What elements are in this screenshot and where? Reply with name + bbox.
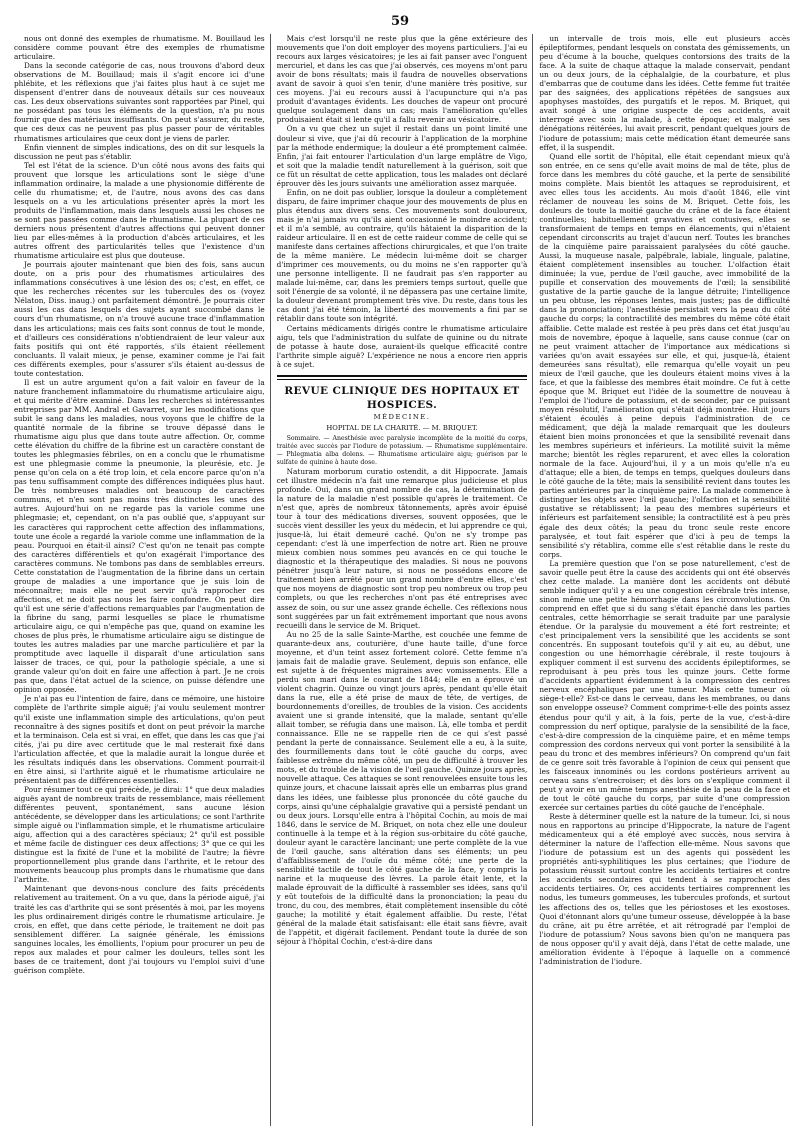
paragraph: un intervalle de trois mois, elle eut plusieurs accès épileptiformes, pendant lesquels on constata des gémissements, un peu d'écume à la bouche, quelques contorsions des traits de la face. A la suite de chaque attaque la malade conservait, pendant un ou deux jours, de la céphalalgie, de la courbature, et plus d'embarras que de coutume dans les idées. Cette femme fut traitée par des saignées, des applications répétées de sangsues aux apophyses mastoïdes, des purgatifs et le repos. M. Briquet, qui avait songé à une origine suspecte de ces accidents, avait interrogé avec soin la malade, à cette époque; et malgré ses dénégations réitérées, lui avait prescrit, pendant quelques jours de l'iodure de potassium; mais cette médication étant demeurée sans effet, il la suspendit. (539, 34, 791, 152)
paragraph: Tel est l'état de la science. D'un côté nous avons des faits qui prouvent que lorsque les articulations sont le siège d'une inflammation ordinaire, la malade a une physionomie différente de celle du rhumatisme; et, de l'autre, nous avons des cas dans lesquels on a vu les articulations présenter après la mort les produits de l'inflammation, mais dans lesquels aussi les choses ne se sont pas passées comme dans le rhumatisme. La plupart de ces derniers nous présentent d'autres affections qui peuvent donner lieu par elles-mêmes à la production d'abcès articulaires, et les autres offrent des particularités telles que l'existence d'un rhumatisme articulaire est plus que douteuse. (14, 160, 265, 261)
paragraph: Dans la seconde catégorie de cas, nous trouvons d'abord deux observations de M. Bouillaud; mais il s'agit encore ici d'une phlébite, et les réflexions que j'ai faites plus haut à ce sujet me dispensent d'entrer dans de nouveaux détails sur ces nouveaux cas. Les deux observations suivantes sont rapportées par Pinel, qui ne possédant pas tous les éléments de la question, n'a pu nous fournir que des matériaux insuffisants. On peut s'assurer, du reste, que ces deux cas ne peuvent pas plus passer pour de véritables rhumatismes articulaires que ceux dont je viens de parler. (14, 61, 265, 143)
paragraph: Maintenant que devons-nous conclure des faits précédents relativement au traitement. On a vu que, dans la période aiguë, j'ai traité les cas d'arthrite qui se sont présentés à moi, par les moyens les plus ordinairement dirigés contre le rhumatisme articulaire. Je crois, en effet, que dans cette période, le traitement ne doit pas sensiblement différer. La saignée générale, les émissions sanguines locales, les émollients, l'opium pour procurer un peu de repos aux malades et pour calmer les douleurs, telles sont les bases de ce traitement, dont j'ai toujours vu l'emploi suivi d'une guérison complète. (14, 884, 265, 975)
column-right-text (539, 34, 790, 1126)
article-columns (14, 34, 790, 1126)
column-left-text (14, 34, 265, 1126)
column-right (539, 34, 790, 1126)
paragraph: Pour résumer tout ce qui précède, je dirai: 1° que deux maladies aiguës ayant de nombreux traits de ressemblance, mais réellement différentes peuvent, spontanément, sans aucune lésion antécédente, se développer dans les articulations; ce sont l'arthrite simple aiguë ou l'inflammation simple, et le rhumatisme articulaire aigu, affection qui a des caractères spéciaux; 2° qu'il est possible et même facile de distinguer ces deux affections; 3° que ce qui les distingue est la fixité de l'une et la mobilité de l'autre; la fièvre proportionnellement plus grande dans l'arthrite, et le retour des mouvements beaucoup plus prompts dans le rhumatisme que dans l'arthrite. (14, 784, 265, 885)
paragraph: Certains médicaments dirigés contre le rhumatisme articulaire aigu, tels que l'administration du sulfate de quinine ou du nitrate de potasse à haute dose, auraient-ils quelque efficacité contre l'arthrite simple aiguë? L'expérience ne nous a encore rien appris à ce sujet. (276, 323, 528, 369)
paragraph: Je n'ai pas eu l'intention de faire, dans ce mémoire, une histoire complète de l'arthrite simple aiguë; j'ai voulu seulement montrer qu'il existe une inflammation simple des articulations, qu'on peut reconnaître à des signes positifs et dont on peut prévoir la marche et la terminaison. Cela est si vrai, en effet, que dans les cas que j'ai cités, j'ai pu dire avec certitude que le mal resterait fixé dans l'articulation affectée, et que la maladie aurait la longue durée et les résultats indiqués dans les observations. Comment pourrait-il en être ainsi, si l'arthrite aiguë et le rhumatisme articulaire ne présentaient pas de différences essentielles. (14, 694, 265, 785)
section-subheading: MÉDECINE. (373, 412, 431, 421)
paragraph: On a vu que chez un sujet il restait dans un point limité une douleur si vive, que j'ai dû recourir à l'application de la morphine par la méthode endermique; la douleur a été promptement calmée. Enfin, j'ai fait entourer l'articulation d'un large emplâtre de Vigo, et soit que la maladie tendît naturellement à la guérison, soit que ce fût un résultat de cette application, tous les malades ont déclaré éprouver dès les jours suivants une amélioration assez marquée. (276, 124, 528, 188)
paragraph: Reste à déterminer quelle est la nature de la tumeur. Ici, si nous nous en rapportons au principe d'Hippocrate, la nature de l'agent médicamenteux qui a été employé avec succès, nous servira à déterminer la nature de l'affection elle-même. Nous savons que l'iodure de potassium est un des agents qui possèdent les propriétés anti-syphilitiques les plus certaines; que l'iodure de potassium réussit surtout contre les accidents tertiaires et contre les accidents secondaires qui tendent à se rapprocher des accidents tertiaires. Or, ces accidents tertiaires comprennent les nodus, les tumeurs gommeuses, les tubercules profonds, et surtout les affections des os, telles que les périostoses et les exostoses. Quoi d'étonnant alors qu'une tumeur osseuse, développée à la base du crâne, ait pu être arrêtée, et ait rétrogradé par l'emploi de l'iodure de potassium? Nous savons bien qu'on ne manquera pas de nous opposer qu'il y avait déjà, dans l'état de cette malade, une amélioration évidente à l'époque à laquelle on a commencé l'administration de l'iodure. (539, 812, 791, 966)
paragraph: Je pourrais ajouter maintenant que bien des fois, sans aucun doute, on a pris pour des rhumatismes articulaires des inflammations consécutives à une lésion des os; c'est, en effet, ce que les recherches récentes sur les tubercules des os (voyez Nélaton, Diss. inaug.) ont parfaitement démontré. Je pourrais citer aussi les cas dans lesquels des sujets ayant succombé dans le cours d'un rhumatisme, on n'a trouvé aucune trace d'inflammation dans les articulations; mais ces faits sont connus de tout le monde, et d'ailleurs ces considérations n'obtiendraient de leur valeur aux faits positifs qui ont été rapportés, s'ils étaient réellement concluants. Il valait mieux, je pense, examiner comme je l'ai fait ces différents exemples, pour s'assurer s'ils étaient au-dessus de toute contestation. (14, 260, 265, 378)
paragraph: La première question que l'on se pose naturellement, c'est de savoir quelle peut être la cause des accidents qui ont été observés chez cette malade. La manière dont les accidents ont débuté semble indiquer qu'il y a eu une congestion cérébrale très intense, sinon même une petite hémorrhagie dans les circonvolutions. On comprend en effet que si du sang s'était épanché dans les parties centrales, cette hémorrhagie se serait traduite par une paralysie étendue. Or la paralysie du mouvement a été fort restreinte; et c'est principalement vers la sensibilité que les accidents se sont concentrés. En supposant toutefois qu'il y ait eu, au début, une congestion ou une hémorrhagie cérébrale, il reste toujours à expliquer comment il est survenu des accidents épileptiformes, se reproduisant à peu près tous les quinze jours. Cette forme d'accidents appartient évidemment à la compression des centres nerveux encéphaliques par une tumeur. Mais cette tumeur où siège-t-elle? Est-ce dans le cerveau, dans les membranes, ou dans son enveloppe osseuse? Comment comprime-t-elle des points assez étendus pour qu'il y ait, à la fois, perte de la vue, c'est-à-dire compression du nerf optique, paralysie de la sensibilité de la face, c'est-à-dire compression de la cinquième paire, et en même temps compression des cordons nerveux qui vont porter la sensibilité à la peau du tronc et des membres inférieurs? On comprend qu'un fait de ce genre soit très favorable à l'opinion de ceux qui pensent que les faisceaux innominés ou les cordons postérieurs arrivent au cerveau sans s'entrecroiser; et dès lors on s'explique comment il peut y avoir en un même temps anesthésie de la peau de la face et de tout le côté gauche du corps, par suite d'une compression exercée sur certaines parties du côté gauche de l'encéphale. (539, 558, 791, 812)
paragraph: Quand elle sortit de l'hôpital, elle était cependant mieux qu'à son entrée, en ce sens qu'elle avait moins de mal de tête, plus de force dans les membres du côté gauche, et la perte de sensibilité moins complète. Mais bientôt les attaques se reproduisirent, et avec elles tous les accidents. Au mois d'août 1846, elle vint réclamer de nouveau les soins de M. Briquet. Cette fois, les douleurs de toute la moitié gauche du crâne et de la face étaient continuelles; habituellement gravatives et contusives, elles se transformaient de temps en temps en élancements, qui n'étaient cependant circonscrits au trajet d'aucun nerf. Toutes les branches de la cinquième paire paraissaient paralysées du côté gauche. Aussi, la muqueuse nasale, palpébrale, labiale, linguale, palatine, étaient complètement insensibles au toucher. L'olfaction était diminuée; la vue, perdue de l'œil gauche, avec immobilité de la pupille et conservation des mouvements de l'œil; la sensibilité gustative de la partie gauche de la langue détruite; l'intelligence un peu obtuse, les réponses lentes, mais justes; pas de difficulté dans la prononciation; l'anesthésie persistait vers la peau du côté gauche du corps; la contractilité des membres du même côté était affaiblie. Cette malade est restée à peu près dans cet état jusqu'au mois de novembre, époque à laquelle, sans cause connue (car on ne peut vraiment attacher de l'importance aux médications si variées qu'on avait essayées sur elle, et qui, jusque-là, étaient demeurées sans résultat), elle remarqua qu'elle voyait un peu mieux de l'œil gauche, que les douleurs étaient moins vives à la face, et que la faiblesse des membres était moindre. Ce fut à cette époque que M. Briquet eut l'idée de la soumettre de nouveau à l'emploi de l'iodure de potassium, et de seconder, par ce puissant moyen résolutif, l'amélioration qui s'était déjà montrée. Huit jours s'étaient écoulés à peine depuis l'administration de ce médicament, que déjà la malade remarquait que les douleurs étaient bien moins prononcées et que la sensibilité revenait dans les membres supérieurs et inférieurs. La motilité suivit la même marche; bientôt les règles reparurent, et avec elles la coloration normale de la face. Aujourd'hui, il y a un mois qu'elle n'a eu d'attaque; elle a bien, de temps en temps, quelques douleurs dans le côté gauche de la tête; mais la sensibilité revient dans toutes les parties antérieures par la cinquième paire. La malade commence à distinguer les objets avec l'œil gauche; l'olfaction et la sensibilité gustative se rétablissent; la peau des membres supérieurs et inférieurs est parfaitement sensible; la contractilité est à peu près égale des deux côtés; la peau du tronc seule reste encore paralysée, et tout fait espérer que d'ici à peu de temps la sensibilité s'y rétablira, comme elle s'est rétablie dans le reste du corps. (539, 151, 791, 559)
paragraph: nous ont donné des exemples de rhumatisme. M. Bouillaud les considère comme pouvant être des exemples de rhumatisme articulaire. (14, 34, 265, 62)
paragraph: Il est un autre argument qu'on a fait valoir en faveur de la nature franchement inflammatoire du rhumatisme articulaire aigu, et qui mérite d'être examiné. Dans les recherches si intéressantes entreprises par MM. Andral et Gavarret, sur les modifications que subit le sang dans les maladies, nous voyons que le chiffre de la quantité normale de la fibrine se trouve dépassé dans le rhumatisme aigu plus que dans toute autre affection. Or, comme cette élévation du chiffre de la fibrine est un caractère constant de toutes les phlegmasies fébriles, on en a conclu que le rhumatisme est une phlegmasie comme la pneumonie, la pleurésie, etc. Je pense qu'on cela on a été trop loin, et cela encore parce qu'on n'a pas tenu suffisamment compte des différences indiquées plus haut. De très nombreuses maladies ont beaucoup de caractères communs, et n'en sont pas moins très distinctes les unes des autres. Aujourd'hui on ne regarde pas la variole comme une phlegmasie; et, cependant, on n'a pas oublié que, s'appuyant sur les caractères qui rapprochent cette affection des inflammations, toute une école a regardé la variole comme une inflammation de la peau. Pourquoi en était-il ainsi? C'est qu'on ne tenait pas compte des caractères différentiels et qu'on exagérait l'importance des caractères communs. Ne tombons pas dans de semblables erreurs. Cette constatation de l'augmentation de la fibrine dans un certain groupe de maladies a une importance que je suis loin de méconnaître; mais elle ne peut servir qu'à rapprocher ces affections, et ne doit pas nous les faire confondre. On peut dire qu'il est une série d'affections remarquables par l'augmentation de la fibrine du sang, parmi lesquelles se place le rhumatisme articulaire aigu, ce qui n'empêche pas que, quand on examine les choses de plus près, le rhumatisme articulaire aigu se distingue de toutes les autres maladies par une marche particulière et par la promptitude avec laquelle il disparaît d'une articulation sans laisser de traces, ce qui, pour la pathologie spéciale, a une si grande valeur qu'on doit en faire une affection à part. Je ne crois pas que, dans l'état actuel de la science, on puisse défendre une opinion opposée. (14, 377, 265, 695)
paragraph: Enfin, on ne doit pas oublier, lorsque la douleur a complètement disparu, de faire imprimer chaque jour des mouvements de plus en plus étendus aux divers sens. Ces mouvements sont douloureux, mais je n'ai jamais vu qu'ils aient occasionné le moindre accident; et il m'a semblé, au contraire, qu'ils hâtaient la disparition de la raideur articulaire. Il en est de cette raideur comme de celle qui se manifeste dans certaines affections chirurgicales, et que l'on traite de la même manière. Le médecin lui-même doit se charger d'imprimer ces mouvements, ou du moins ne s'en rapporter qu'à une personne intelligente. Il ne faudrait pas s'en rapporter au malade lui-même, car, dans les premiers temps surtout, quelle que soit l'énergie de sa volonté, il ne dépassera pas une certaine limite, la douleur devenant promptement très vive. Du reste, dans tous les cas dont j'ai été témoin, la liberté des mouvements a fini par se rétablir dans toute son intégrité. (276, 187, 528, 324)
paragraph: Naturam morborum curatio ostendit, a dit Hippocrate. Jamais cet illustre médecin n'a fait une remarque plus judicieuse et plus profonde. Oui, dans un grand nombre de cas, la détermination de la nature de la maladie n'est possible qu'après le traitement. Ce n'est que, après de nombreux tâtonnements, après avoir épuisé tour à tour des médications diverses, souvent opposées, que le succès vient dessiller les yeux du médecin, et lui apprendre ce qui, jusque-là, lui était demeuré caché. Qu'on ne s'y trompe pas cependant: c'est là une imperfection de notre art. Rien ne prouve mieux combien nous sommes peu avancés en ce qui touche le diagnostic et la thérapeutique des maladies. Si nous ne pouvons pénétrer jusqu'à leur nature, si nous ne possédons encore de traitement bien arrêté pour un grand nombre d'entre elles, c'est que nos moyens de diagnostic sont trop peu nombreux ou trop peu complets, ou que les recherches n'ont pas été entreprises avec assez de soin, ou sur une assez grande échelle. Ces réflexions nous sont suggérées par un fait extrêmement important que nous avons recueilli dans le service de M. Briquet. (276, 466, 528, 630)
column-middle-text (277, 34, 528, 1126)
summary: Sommaire. — Anesthésie avec paralysie incomplète de la moitié du corps, traitée avec succès par l'iodure de potassium. — Rhumatisme supplémentaire. — Phlegmatia alba dolens. — Rhumatisme articulaire aigu; guérison par le sulfate de quinine à haute dose. (276, 434, 528, 466)
section-heading: REVUE CLINIQUE DES HOPITAUX ET HOSPICES. (284, 384, 520, 411)
column-middle (277, 34, 528, 1126)
paragraph: Mais c'est lorsqu'il ne reste plus que la gêne extérieure des mouvements que l'on doit employer des moyens particuliers. J'ai eu recours aux larges vésicatoires; je les ai fait panser avec l'onguent mercuriel, et dans les cas que j'ai observés, ces moyens m'ont paru avoir de bons résultats; mais il faudra de nouvelles observations avant de savoir à quoi s'en tenir, d'une manière très positive, sur ces moyens. J'ai eu recours aussi à l'acupuncture qui n'a pas produit d'avantages évidents. Les douches de vapeur ont procuré quelque soulagement dans un cas; mais l'amélioration qu'elles produisaient était si lente qu'il a fallu revenir au vésicatoire. (276, 34, 528, 125)
paragraph: Au no 25 de la salle Sainte-Marthe, est couchée une femme de quarante-deux ans, couturière, d'une haute taille, d'une force moyenne, et d'un teint assez fortement coloré. Cette femme n'a jamais fait de maladie grave. Seulement, depuis son enfance, elle est sujette à de fréquentes migraines avec vomissements. Elle a perdu son mari dans le courant de 1844; elle en a éprouvé un violent chagrin. Quinze ou vingt jours après, pendant qu'elle était dans la rue, elle a été prise de maux de tête, de vertiges, de bourdonnements d'oreilles, de troubles de la vision. Ces accidents avaient une si grande intensité, que la malade, sentant qu'elle allait tomber, se réfugia dans une maison. Là, elle tomba et perdit connaissance. Elle ne se rappelle rien de ce qui s'est passé pendant la perte de connaissance. Seulement elle a eu, à la suite, des fourmillements dans tout le côté gauche du corps, avec faiblesse extrême du même côté, un peu de difficulté à trouver les mots, et du trouble de la vision de l'œil gauche. Quinze jours après, nouvelle attaque. Ces attaques se sont renouvelées ensuite tous les quinze jours, et chacune laissait après elle un embarras plus grand dans les idées, une faiblesse plus prononcée du côté gauche du corps, ainsi qu'une céphalalgie gravative qui a persisté pendant un ou deux jours. Lorsqu'elle entra à l'hôpital Cochin, au mois de mai 1846, dans le service de M. Briquet, on nota chez elle une douleur continuelle à la tempe et à la région sus-orbitaire du côté gauche, douleur ayant le caractère lancinant; une perte complète de la vue de l'œil gauche, sans altération dans ses éléments; un peu d'affaiblissement de l'ouïe du même côté; une perte de la sensibilité tactile de tout le côté gauche de la face, y compris la narine et la muqueuse des lèvres. La parole était lente, et la malade éprouvait de la difficulté à rassembler ses idées, sans qu'il y eût toutefois de la difficulté dans la prononciation; la peau du tronc, du cou, des membres, était complètement insensible du côté gauche; la motilité y était également affaiblie. Du reste, l'état général de la malade était satisfaisant: elle était sans fièvre, avait de l'appétit, et digérait facilement. Pendant toute la durée de son séjour à l'hôpital Cochin, c'est-à-dire dans (276, 629, 528, 947)
page-number: 59 (390, 14, 410, 29)
hospital-heading: HOPITAL DE LA CHARITÉ. — M. BRIQUET. (326, 423, 478, 432)
section-rule (277, 375, 528, 380)
paragraph: Enfin viennent de simples indications, des on dit sur lesquels la discussion ne peut pas s'établir. (14, 142, 265, 161)
column-left (14, 34, 265, 1126)
